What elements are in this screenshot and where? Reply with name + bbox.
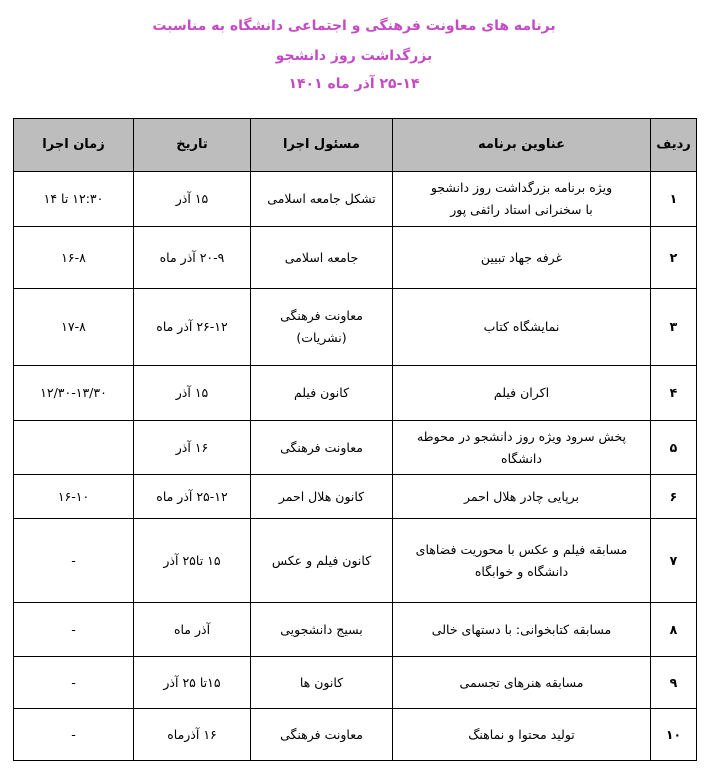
time: ۱۷-۸	[14, 289, 134, 366]
program-title: اکران فیلم	[393, 366, 651, 421]
row-number: ۸	[651, 603, 697, 657]
header-line-2: بزرگداشت روز دانشجو	[275, 48, 433, 64]
responsible: کانون ها	[251, 657, 393, 709]
time: ۱۶-۱۰	[14, 475, 134, 519]
row-number: ۴	[651, 366, 697, 421]
table-row	[14, 227, 697, 289]
program-table	[13, 118, 697, 761]
time: -	[14, 603, 134, 657]
date: ۱۵ آذر	[134, 366, 251, 421]
row-number: ۹	[651, 657, 697, 709]
responsible: معاونت فرهنگی (نشریات)	[251, 289, 393, 366]
date: آذر ماه	[134, 603, 251, 657]
program-title: ویژه برنامه بزرگداشت روز دانشجو با سخنرانی استاد رائفی پور	[393, 172, 651, 227]
table-row	[14, 475, 697, 519]
table-row	[14, 366, 697, 421]
row-number: ۳	[651, 289, 697, 366]
responsible: کانون فیلم	[251, 366, 393, 421]
program-title: مسابقه هنرهای تجسمی	[393, 657, 651, 709]
table-row	[14, 709, 697, 761]
date: ۲۶-۱۲ آذر ماه	[134, 289, 251, 366]
date: ۲۰-۹ آذر ماه	[134, 227, 251, 289]
table-row	[14, 657, 697, 709]
program-title: مسابقه فیلم و عکس با محوریت فضاهای دانشگاه و خوابگاه	[393, 519, 651, 603]
date: ۲۵-۱۲ آذر ماه	[134, 475, 251, 519]
responsible: تشکل جامعه اسلامی	[251, 172, 393, 227]
row-number: ۶	[651, 475, 697, 519]
col-header-title: عناوین برنامه	[393, 119, 651, 172]
program-title: غرفه جهاد تبیین	[393, 227, 651, 289]
table-row	[14, 172, 697, 227]
date: ۱۶ آذرماه	[134, 709, 251, 761]
table-row	[14, 421, 697, 475]
time: ۱۲:۳۰ تا ۱۴	[14, 172, 134, 227]
program-title: برپایی چادر هلال احمر	[393, 475, 651, 519]
row-number: ۷	[651, 519, 697, 603]
time: ۱۲/۳۰-۱۳/۳۰	[14, 366, 134, 421]
time	[14, 421, 134, 475]
table-header-row	[14, 119, 697, 172]
header-line-1: برنامه های معاونت فرهنگی و اجتماعی دانشگاه به مناسبت	[152, 18, 556, 34]
header-line-3: ۲۵-۱۴ آذر ماه ۱۴۰۱	[288, 76, 420, 92]
program-title: پخش سرود ویژه روز دانشجو در محوطه دانشگاه	[393, 421, 651, 475]
responsible: جامعه اسلامی	[251, 227, 393, 289]
time: ۱۶-۸	[14, 227, 134, 289]
program-title: تولید محتوا و نماهنگ	[393, 709, 651, 761]
col-header-responsible: مسئول اجرا	[251, 119, 393, 172]
row-number: ۱	[651, 172, 697, 227]
responsible: معاونت فرهنگی	[251, 709, 393, 761]
responsible: کانون هلال احمر	[251, 475, 393, 519]
row-number: ۱۰	[651, 709, 697, 761]
date: ۱۶ آذر	[134, 421, 251, 475]
responsible: کانون فیلم و عکس	[251, 519, 393, 603]
table-row	[14, 519, 697, 603]
col-header-row: ردیف	[651, 119, 697, 172]
responsible: بسیج دانشجویی	[251, 603, 393, 657]
time: -	[14, 657, 134, 709]
table-row	[14, 603, 697, 657]
date: ۱۵ تا۲۵ آذر	[134, 519, 251, 603]
program-title: نمایشگاه کتاب	[393, 289, 651, 366]
date: ۱۵ آذر	[134, 172, 251, 227]
program-title: مسابقه کتابخوانی: با دستهای خالی	[393, 603, 651, 657]
date: ۱۵تا ۲۵ آذر	[134, 657, 251, 709]
table-row	[14, 289, 697, 366]
col-header-date: تاریخ	[134, 119, 251, 172]
time: -	[14, 519, 134, 603]
row-number: ۵	[651, 421, 697, 475]
row-number: ۲	[651, 227, 697, 289]
col-header-time: زمان اجرا	[14, 119, 134, 172]
time: -	[14, 709, 134, 761]
responsible: معاونت فرهنگی	[251, 421, 393, 475]
